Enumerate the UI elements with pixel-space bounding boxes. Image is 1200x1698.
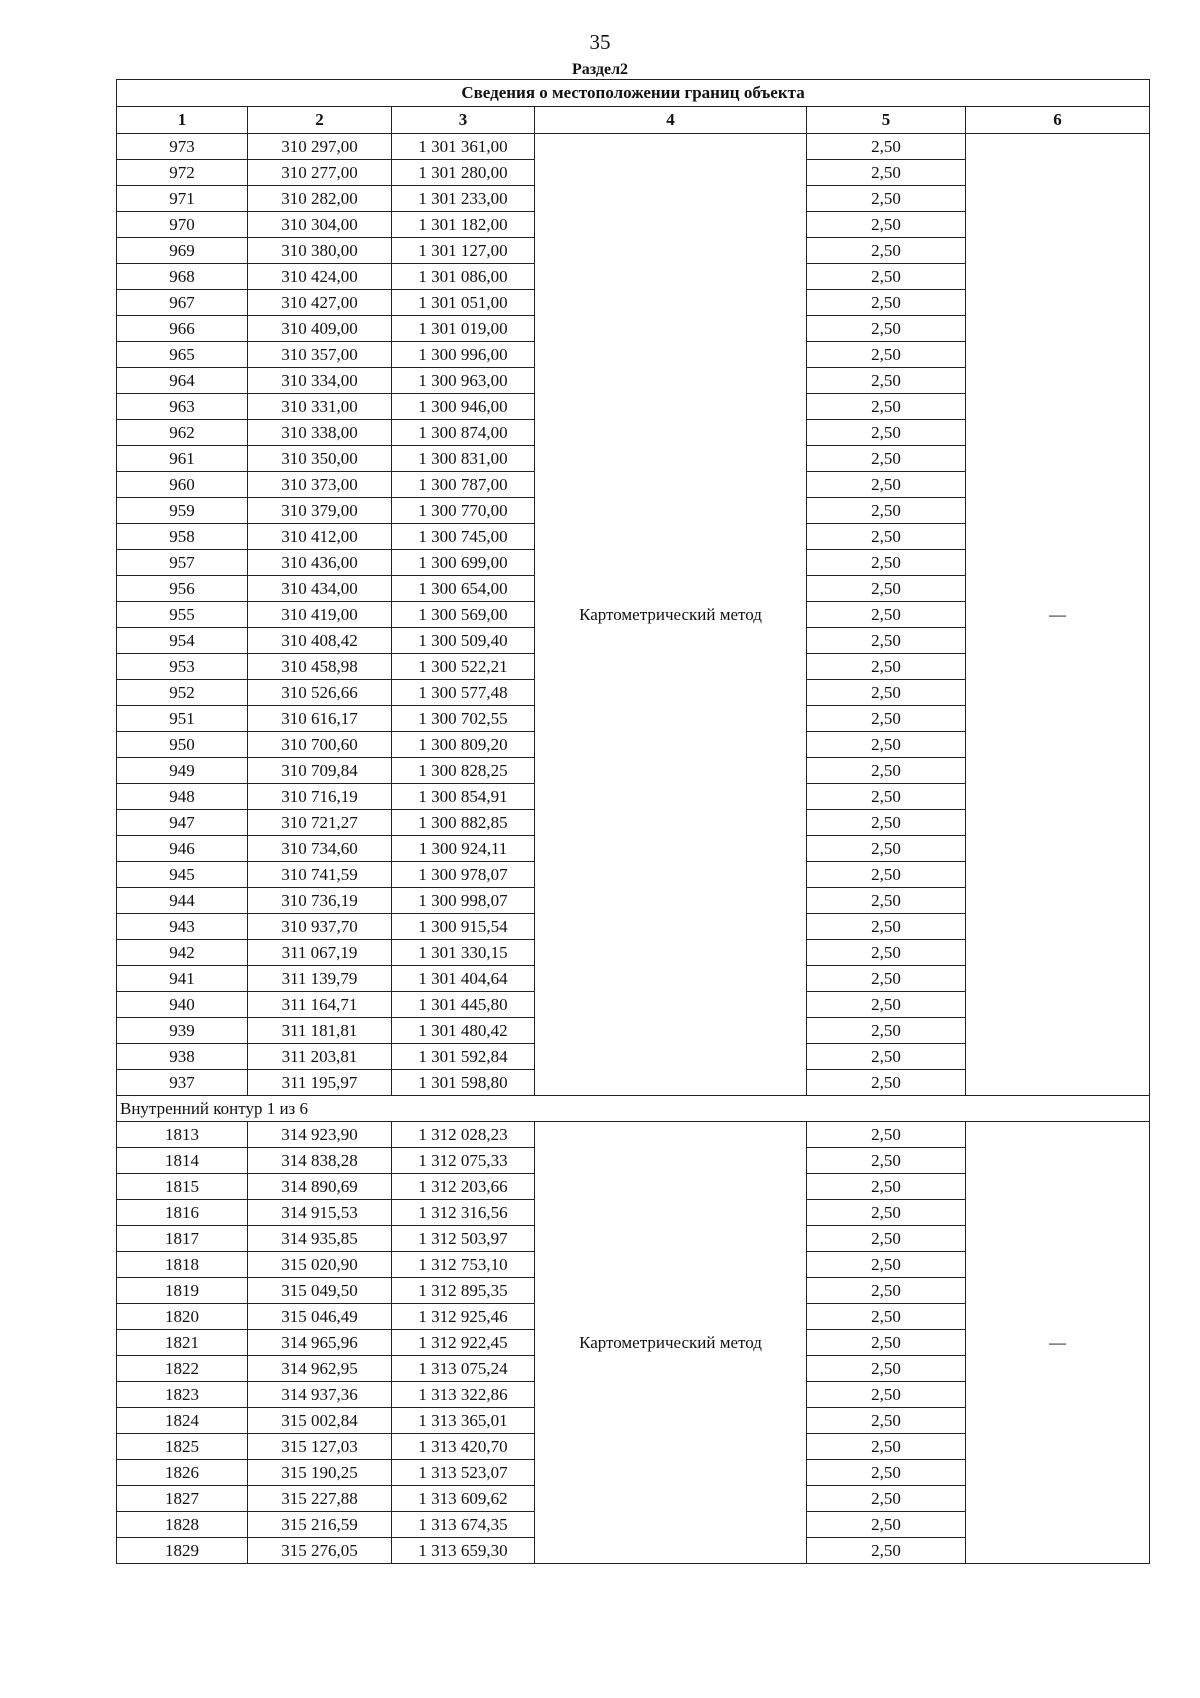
point-number-cell: 949 bbox=[117, 758, 248, 784]
x-coordinate-cell: 311 181,81 bbox=[248, 1018, 392, 1044]
y-coordinate-cell: 1 300 998,07 bbox=[392, 888, 535, 914]
boundary-coordinates-table bbox=[116, 79, 1150, 1564]
y-coordinate-cell: 1 312 753,10 bbox=[392, 1252, 535, 1278]
accuracy-cell: 2,50 bbox=[807, 810, 966, 836]
accuracy-cell: 2,50 bbox=[807, 1278, 966, 1304]
table-caption: Сведения о местоположении границ объекта bbox=[117, 80, 1150, 107]
point-number-cell: 961 bbox=[117, 446, 248, 472]
point-number-cell: 947 bbox=[117, 810, 248, 836]
y-coordinate-cell: 1 300 509,40 bbox=[392, 628, 535, 654]
accuracy-cell: 2,50 bbox=[807, 1434, 966, 1460]
x-coordinate-cell: 310 700,60 bbox=[248, 732, 392, 758]
point-number-cell: 941 bbox=[117, 966, 248, 992]
y-coordinate-cell: 1 300 522,21 bbox=[392, 654, 535, 680]
accuracy-cell: 2,50 bbox=[807, 472, 966, 498]
y-coordinate-cell: 1 301 404,64 bbox=[392, 966, 535, 992]
accuracy-cell: 2,50 bbox=[807, 914, 966, 940]
method-cell: Картометрический метод bbox=[535, 1122, 807, 1564]
column-number-2: 2 bbox=[248, 107, 392, 134]
accuracy-cell: 2,50 bbox=[807, 498, 966, 524]
accuracy-cell: 2,50 bbox=[807, 758, 966, 784]
accuracy-cell: 2,50 bbox=[807, 1512, 966, 1538]
accuracy-cell: 2,50 bbox=[807, 966, 966, 992]
x-coordinate-cell: 314 890,69 bbox=[248, 1174, 392, 1200]
point-number-cell: 1825 bbox=[117, 1434, 248, 1460]
x-coordinate-cell: 310 937,70 bbox=[248, 914, 392, 940]
point-number-cell: 1821 bbox=[117, 1330, 248, 1356]
point-number-cell: 1827 bbox=[117, 1486, 248, 1512]
y-coordinate-cell: 1 301 182,00 bbox=[392, 212, 535, 238]
y-coordinate-cell: 1 301 445,80 bbox=[392, 992, 535, 1018]
accuracy-cell: 2,50 bbox=[807, 186, 966, 212]
method-cell: Картометрический метод bbox=[535, 134, 807, 1096]
x-coordinate-cell: 315 227,88 bbox=[248, 1486, 392, 1512]
y-coordinate-cell: 1 313 420,70 bbox=[392, 1434, 535, 1460]
point-number-cell: 971 bbox=[117, 186, 248, 212]
x-coordinate-cell: 314 935,85 bbox=[248, 1226, 392, 1252]
x-coordinate-cell: 311 139,79 bbox=[248, 966, 392, 992]
point-number-cell: 945 bbox=[117, 862, 248, 888]
column-number-3: 3 bbox=[392, 107, 535, 134]
point-number-cell: 1828 bbox=[117, 1512, 248, 1538]
y-coordinate-cell: 1 301 019,00 bbox=[392, 316, 535, 342]
point-number-cell: 972 bbox=[117, 160, 248, 186]
point-number-cell: 1824 bbox=[117, 1408, 248, 1434]
table-body bbox=[117, 80, 1150, 1564]
x-coordinate-cell: 310 409,00 bbox=[248, 316, 392, 342]
y-coordinate-cell: 1 301 480,42 bbox=[392, 1018, 535, 1044]
point-number-cell: 1829 bbox=[117, 1538, 248, 1564]
point-number-cell: 963 bbox=[117, 394, 248, 420]
y-coordinate-cell: 1 300 770,00 bbox=[392, 498, 535, 524]
point-number-cell: 944 bbox=[117, 888, 248, 914]
x-coordinate-cell: 310 741,59 bbox=[248, 862, 392, 888]
y-coordinate-cell: 1 301 051,00 bbox=[392, 290, 535, 316]
point-number-cell: 964 bbox=[117, 368, 248, 394]
point-number-cell: 959 bbox=[117, 498, 248, 524]
x-coordinate-cell: 310 458,98 bbox=[248, 654, 392, 680]
x-coordinate-cell: 314 915,53 bbox=[248, 1200, 392, 1226]
x-coordinate-cell: 310 412,00 bbox=[248, 524, 392, 550]
x-coordinate-cell: 310 721,27 bbox=[248, 810, 392, 836]
description-cell: — bbox=[966, 1122, 1150, 1564]
point-number-cell: 1817 bbox=[117, 1226, 248, 1252]
accuracy-cell: 2,50 bbox=[807, 394, 966, 420]
accuracy-cell: 2,50 bbox=[807, 524, 966, 550]
accuracy-cell: 2,50 bbox=[807, 680, 966, 706]
x-coordinate-cell: 315 190,25 bbox=[248, 1460, 392, 1486]
point-number-cell: 965 bbox=[117, 342, 248, 368]
x-coordinate-cell: 310 373,00 bbox=[248, 472, 392, 498]
y-coordinate-cell: 1 313 365,01 bbox=[392, 1408, 535, 1434]
column-number-6: 6 bbox=[966, 107, 1150, 134]
x-coordinate-cell: 315 127,03 bbox=[248, 1434, 392, 1460]
contour-label: Внутренний контур 1 из 6 bbox=[117, 1096, 1150, 1122]
x-coordinate-cell: 315 049,50 bbox=[248, 1278, 392, 1304]
x-coordinate-cell: 310 434,00 bbox=[248, 576, 392, 602]
accuracy-cell: 2,50 bbox=[807, 706, 966, 732]
table-row bbox=[117, 134, 1150, 160]
y-coordinate-cell: 1 300 915,54 bbox=[392, 914, 535, 940]
y-coordinate-cell: 1 313 523,07 bbox=[392, 1460, 535, 1486]
y-coordinate-cell: 1 300 745,00 bbox=[392, 524, 535, 550]
point-number-cell: 1822 bbox=[117, 1356, 248, 1382]
section-title: Раздел2 bbox=[571, 61, 629, 78]
x-coordinate-cell: 310 616,17 bbox=[248, 706, 392, 732]
y-coordinate-cell: 1 301 330,15 bbox=[392, 940, 535, 966]
accuracy-cell: 2,50 bbox=[807, 1486, 966, 1512]
accuracy-cell: 2,50 bbox=[807, 862, 966, 888]
point-number-cell: 1818 bbox=[117, 1252, 248, 1278]
accuracy-cell: 2,50 bbox=[807, 1382, 966, 1408]
x-coordinate-cell: 311 203,81 bbox=[248, 1044, 392, 1070]
y-coordinate-cell: 1 312 895,35 bbox=[392, 1278, 535, 1304]
column-number-5: 5 bbox=[807, 107, 966, 134]
column-number-4: 4 bbox=[535, 107, 807, 134]
point-number-cell: 957 bbox=[117, 550, 248, 576]
table-row bbox=[117, 1122, 1150, 1148]
x-coordinate-cell: 310 736,19 bbox=[248, 888, 392, 914]
column-number-1: 1 bbox=[117, 107, 248, 134]
accuracy-cell: 2,50 bbox=[807, 732, 966, 758]
accuracy-cell: 2,50 bbox=[807, 888, 966, 914]
y-coordinate-cell: 1 313 322,86 bbox=[392, 1382, 535, 1408]
point-number-cell: 966 bbox=[117, 316, 248, 342]
x-coordinate-cell: 310 408,42 bbox=[248, 628, 392, 654]
y-coordinate-cell: 1 300 828,25 bbox=[392, 758, 535, 784]
y-coordinate-cell: 1 301 592,84 bbox=[392, 1044, 535, 1070]
y-coordinate-cell: 1 301 598,80 bbox=[392, 1070, 535, 1096]
point-number-cell: 968 bbox=[117, 264, 248, 290]
y-coordinate-cell: 1 312 922,45 bbox=[392, 1330, 535, 1356]
point-number-cell: 946 bbox=[117, 836, 248, 862]
accuracy-cell: 2,50 bbox=[807, 602, 966, 628]
point-number-cell: 970 bbox=[117, 212, 248, 238]
accuracy-cell: 2,50 bbox=[807, 1252, 966, 1278]
point-number-cell: 939 bbox=[117, 1018, 248, 1044]
y-coordinate-cell: 1 300 978,07 bbox=[392, 862, 535, 888]
accuracy-cell: 2,50 bbox=[807, 1538, 966, 1564]
accuracy-cell: 2,50 bbox=[807, 550, 966, 576]
x-coordinate-cell: 310 297,00 bbox=[248, 134, 392, 160]
accuracy-cell: 2,50 bbox=[807, 212, 966, 238]
y-coordinate-cell: 1 313 075,24 bbox=[392, 1356, 535, 1382]
y-coordinate-cell: 1 301 280,00 bbox=[392, 160, 535, 186]
y-coordinate-cell: 1 300 882,85 bbox=[392, 810, 535, 836]
accuracy-cell: 2,50 bbox=[807, 420, 966, 446]
y-coordinate-cell: 1 300 569,00 bbox=[392, 602, 535, 628]
point-number-cell: 1815 bbox=[117, 1174, 248, 1200]
point-number-cell: 973 bbox=[117, 134, 248, 160]
accuracy-cell: 2,50 bbox=[807, 1330, 966, 1356]
point-number-cell: 938 bbox=[117, 1044, 248, 1070]
y-coordinate-cell: 1 312 028,23 bbox=[392, 1122, 535, 1148]
y-coordinate-cell: 1 313 609,62 bbox=[392, 1486, 535, 1512]
point-number-cell: 940 bbox=[117, 992, 248, 1018]
x-coordinate-cell: 310 419,00 bbox=[248, 602, 392, 628]
accuracy-cell: 2,50 bbox=[807, 368, 966, 394]
accuracy-cell: 2,50 bbox=[807, 784, 966, 810]
accuracy-cell: 2,50 bbox=[807, 654, 966, 680]
x-coordinate-cell: 315 216,59 bbox=[248, 1512, 392, 1538]
y-coordinate-cell: 1 301 086,00 bbox=[392, 264, 535, 290]
x-coordinate-cell: 310 277,00 bbox=[248, 160, 392, 186]
x-coordinate-cell: 310 282,00 bbox=[248, 186, 392, 212]
y-coordinate-cell: 1 301 127,00 bbox=[392, 238, 535, 264]
x-coordinate-cell: 310 526,66 bbox=[248, 680, 392, 706]
caption-row bbox=[117, 80, 1150, 107]
point-number-cell: 955 bbox=[117, 602, 248, 628]
x-coordinate-cell: 310 338,00 bbox=[248, 420, 392, 446]
accuracy-cell: 2,50 bbox=[807, 290, 966, 316]
point-number-cell: 1813 bbox=[117, 1122, 248, 1148]
accuracy-cell: 2,50 bbox=[807, 940, 966, 966]
x-coordinate-cell: 315 276,05 bbox=[248, 1538, 392, 1564]
y-coordinate-cell: 1 300 577,48 bbox=[392, 680, 535, 706]
point-number-cell: 952 bbox=[117, 680, 248, 706]
point-number-cell: 943 bbox=[117, 914, 248, 940]
accuracy-cell: 2,50 bbox=[807, 160, 966, 186]
x-coordinate-cell: 310 331,00 bbox=[248, 394, 392, 420]
accuracy-cell: 2,50 bbox=[807, 1174, 966, 1200]
x-coordinate-cell: 314 965,96 bbox=[248, 1330, 392, 1356]
accuracy-cell: 2,50 bbox=[807, 264, 966, 290]
accuracy-cell: 2,50 bbox=[807, 134, 966, 160]
y-coordinate-cell: 1 312 203,66 bbox=[392, 1174, 535, 1200]
x-coordinate-cell: 314 923,90 bbox=[248, 1122, 392, 1148]
y-coordinate-cell: 1 301 361,00 bbox=[392, 134, 535, 160]
point-number-cell: 1814 bbox=[117, 1148, 248, 1174]
point-number-cell: 948 bbox=[117, 784, 248, 810]
y-coordinate-cell: 1 312 075,33 bbox=[392, 1148, 535, 1174]
x-coordinate-cell: 310 379,00 bbox=[248, 498, 392, 524]
accuracy-cell: 2,50 bbox=[807, 1460, 966, 1486]
y-coordinate-cell: 1 312 316,56 bbox=[392, 1200, 535, 1226]
x-coordinate-cell: 310 380,00 bbox=[248, 238, 392, 264]
description-cell: — bbox=[966, 134, 1150, 1096]
x-coordinate-cell: 310 709,84 bbox=[248, 758, 392, 784]
point-number-cell: 950 bbox=[117, 732, 248, 758]
x-coordinate-cell: 310 427,00 bbox=[248, 290, 392, 316]
y-coordinate-cell: 1 312 925,46 bbox=[392, 1304, 535, 1330]
y-coordinate-cell: 1 300 809,20 bbox=[392, 732, 535, 758]
y-coordinate-cell: 1 300 963,00 bbox=[392, 368, 535, 394]
x-coordinate-cell: 310 334,00 bbox=[248, 368, 392, 394]
y-coordinate-cell: 1 300 924,11 bbox=[392, 836, 535, 862]
y-coordinate-cell: 1 300 787,00 bbox=[392, 472, 535, 498]
accuracy-cell: 2,50 bbox=[807, 1200, 966, 1226]
x-coordinate-cell: 310 424,00 bbox=[248, 264, 392, 290]
x-coordinate-cell: 315 002,84 bbox=[248, 1408, 392, 1434]
point-number-cell: 1826 bbox=[117, 1460, 248, 1486]
accuracy-cell: 2,50 bbox=[807, 342, 966, 368]
x-coordinate-cell: 310 436,00 bbox=[248, 550, 392, 576]
y-coordinate-cell: 1 300 854,91 bbox=[392, 784, 535, 810]
point-number-cell: 951 bbox=[117, 706, 248, 732]
y-coordinate-cell: 1 300 654,00 bbox=[392, 576, 535, 602]
point-number-cell: 937 bbox=[117, 1070, 248, 1096]
point-number-cell: 967 bbox=[117, 290, 248, 316]
y-coordinate-cell: 1 300 996,00 bbox=[392, 342, 535, 368]
point-number-cell: 953 bbox=[117, 654, 248, 680]
y-coordinate-cell: 1 300 946,00 bbox=[392, 394, 535, 420]
x-coordinate-cell: 315 020,90 bbox=[248, 1252, 392, 1278]
x-coordinate-cell: 311 195,97 bbox=[248, 1070, 392, 1096]
point-number-cell: 962 bbox=[117, 420, 248, 446]
point-number-cell: 1820 bbox=[117, 1304, 248, 1330]
y-coordinate-cell: 1 313 674,35 bbox=[392, 1512, 535, 1538]
x-coordinate-cell: 315 046,49 bbox=[248, 1304, 392, 1330]
y-coordinate-cell: 1 300 699,00 bbox=[392, 550, 535, 576]
x-coordinate-cell: 310 357,00 bbox=[248, 342, 392, 368]
accuracy-cell: 2,50 bbox=[807, 238, 966, 264]
accuracy-cell: 2,50 bbox=[807, 1148, 966, 1174]
x-coordinate-cell: 311 067,19 bbox=[248, 940, 392, 966]
x-coordinate-cell: 310 734,60 bbox=[248, 836, 392, 862]
y-coordinate-cell: 1 312 503,97 bbox=[392, 1226, 535, 1252]
x-coordinate-cell: 314 937,36 bbox=[248, 1382, 392, 1408]
x-coordinate-cell: 310 350,00 bbox=[248, 446, 392, 472]
point-number-cell: 960 bbox=[117, 472, 248, 498]
point-number-cell: 956 bbox=[117, 576, 248, 602]
x-coordinate-cell: 311 164,71 bbox=[248, 992, 392, 1018]
point-number-cell: 942 bbox=[117, 940, 248, 966]
point-number-cell: 1816 bbox=[117, 1200, 248, 1226]
point-number-cell: 969 bbox=[117, 238, 248, 264]
accuracy-cell: 2,50 bbox=[807, 836, 966, 862]
accuracy-cell: 2,50 bbox=[807, 1408, 966, 1434]
y-coordinate-cell: 1 300 831,00 bbox=[392, 446, 535, 472]
accuracy-cell: 2,50 bbox=[807, 1122, 966, 1148]
accuracy-cell: 2,50 bbox=[807, 1356, 966, 1382]
accuracy-cell: 2,50 bbox=[807, 1304, 966, 1330]
accuracy-cell: 2,50 bbox=[807, 576, 966, 602]
accuracy-cell: 2,50 bbox=[807, 446, 966, 472]
accuracy-cell: 2,50 bbox=[807, 628, 966, 654]
y-coordinate-cell: 1 300 702,55 bbox=[392, 706, 535, 732]
y-coordinate-cell: 1 313 659,30 bbox=[392, 1538, 535, 1564]
accuracy-cell: 2,50 bbox=[807, 1226, 966, 1252]
y-coordinate-cell: 1 301 233,00 bbox=[392, 186, 535, 212]
accuracy-cell: 2,50 bbox=[807, 1044, 966, 1070]
x-coordinate-cell: 314 962,95 bbox=[248, 1356, 392, 1382]
point-number-cell: 958 bbox=[117, 524, 248, 550]
contour-label-row bbox=[117, 1096, 1150, 1122]
column-numbers-row bbox=[117, 107, 1150, 134]
accuracy-cell: 2,50 bbox=[807, 1018, 966, 1044]
accuracy-cell: 2,50 bbox=[807, 316, 966, 342]
accuracy-cell: 2,50 bbox=[807, 1070, 966, 1096]
x-coordinate-cell: 310 304,00 bbox=[248, 212, 392, 238]
x-coordinate-cell: 310 716,19 bbox=[248, 784, 392, 810]
y-coordinate-cell: 1 300 874,00 bbox=[392, 420, 535, 446]
accuracy-cell: 2,50 bbox=[807, 992, 966, 1018]
point-number-cell: 954 bbox=[117, 628, 248, 654]
page-number: 35 bbox=[589, 30, 611, 54]
point-number-cell: 1823 bbox=[117, 1382, 248, 1408]
point-number-cell: 1819 bbox=[117, 1278, 248, 1304]
x-coordinate-cell: 314 838,28 bbox=[248, 1148, 392, 1174]
